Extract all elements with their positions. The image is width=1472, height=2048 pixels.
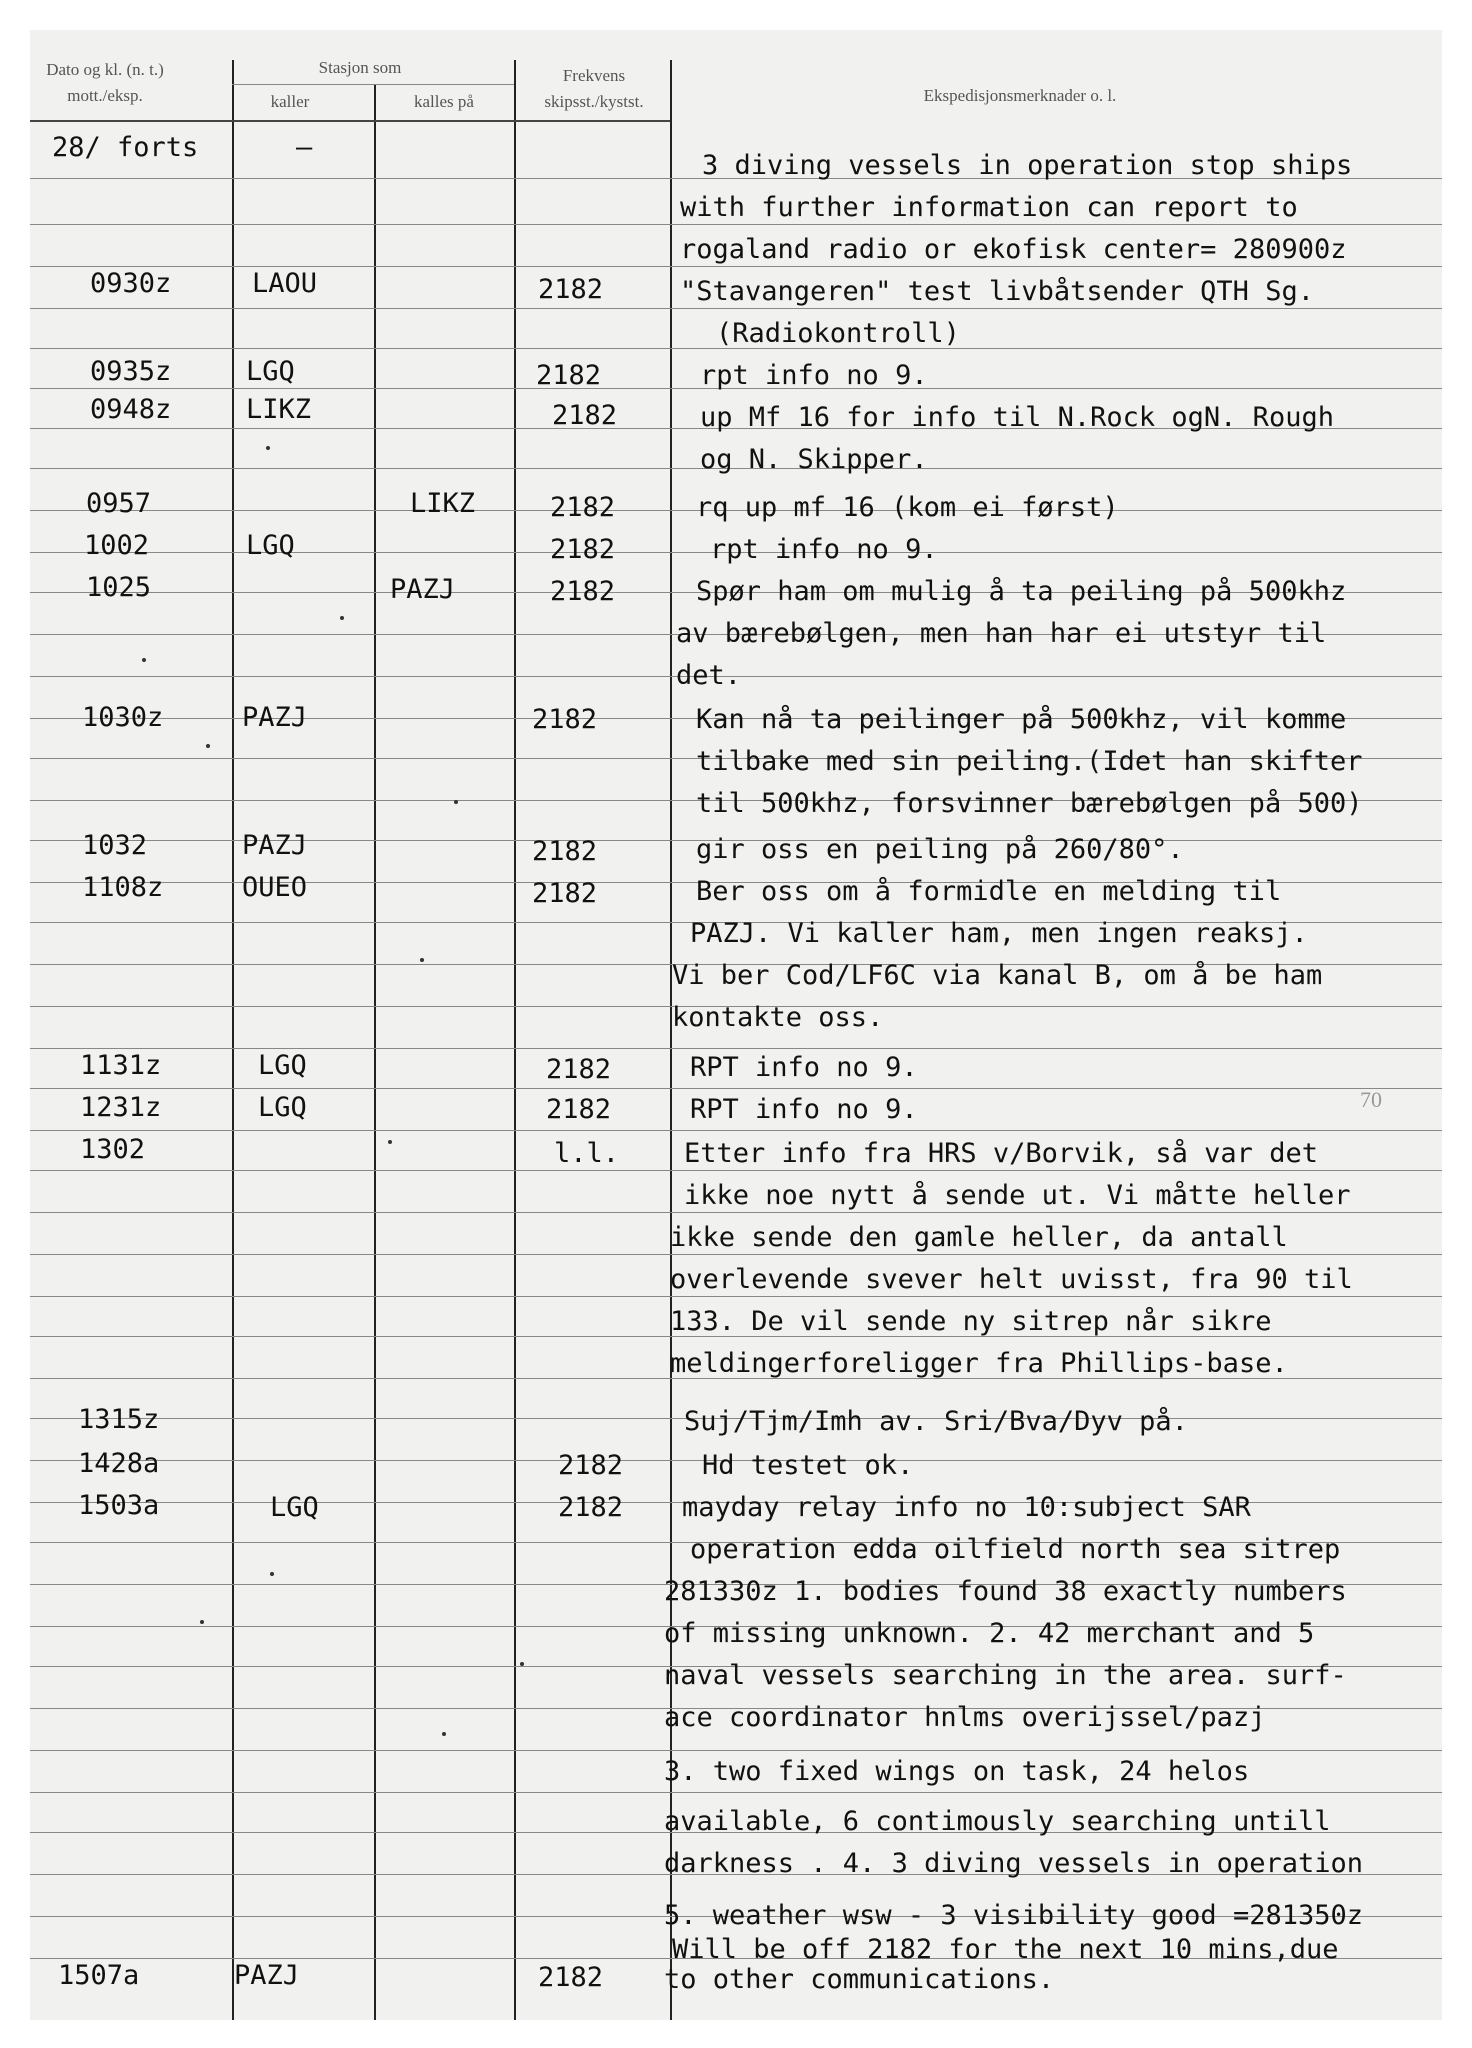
header-remarks-label: Ekspedisjonsmerknader o. l. [923, 86, 1117, 105]
remark-line: rogaland radio or ekofisk center= 280900z [680, 234, 1347, 265]
remark-line: Kan nå ta peilinger på 500khz, vil komme [696, 704, 1347, 735]
entry-time: 1302 [80, 1134, 146, 1165]
remark-line: kontakte oss. [672, 1002, 884, 1033]
header-station-label: Stasjon som [318, 58, 402, 77]
remark-line: meldingerforeligger fra Phillips-base. [670, 1348, 1288, 1379]
header-freq-sub-label: skipsst./kystst. [544, 92, 644, 111]
header-date-sub-label: mott./eksp. [67, 86, 143, 105]
remark-line: rpt info no 9. [710, 534, 938, 565]
remark-line: Spør ham om mulig å ta peiling på 500khz [696, 576, 1347, 607]
entry-freq: 2182 [538, 1962, 604, 1993]
entry-time: 1231z [80, 1092, 162, 1123]
remark-line: of missing unknown. 2. 42 merchant and 5 [664, 1618, 1315, 1649]
stray-mark [340, 616, 344, 620]
entry-calls: PAZJ [234, 1960, 300, 1991]
entry-freq: 2182 [546, 1094, 612, 1125]
remark-line: 281330z 1. bodies found 38 exactly numbers [664, 1576, 1347, 1607]
entry-time: 1428a [78, 1448, 160, 1479]
header-date-label: Dato og kl. (n. t.) [46, 60, 164, 79]
stray-mark [388, 1140, 392, 1144]
remark-line: ikke noe nytt å sende ut. Vi måtte heller [684, 1180, 1351, 1211]
entry-time: 1315z [78, 1404, 160, 1435]
entry-freq: 2182 [546, 1054, 612, 1085]
entry-freq: 2182 [558, 1492, 624, 1523]
entry-freq: 2182 [536, 360, 602, 391]
row-rule [30, 1088, 1442, 1089]
entry-freq: l.l. [554, 1138, 620, 1169]
margin-note: 70 [1360, 1087, 1382, 1112]
entry-called: PAZJ [390, 574, 456, 605]
stray-mark [200, 1620, 204, 1624]
entry-calls: LGQ [246, 356, 295, 387]
entry-calls: LGQ [258, 1050, 307, 1081]
remark-line: with further information can report to [680, 192, 1298, 223]
remark-line: to other communications. [664, 1964, 1055, 1995]
remark-line: operation edda oilfield north sea sitrep [690, 1534, 1341, 1565]
entry-freq: 2182 [532, 836, 598, 867]
remark-line: (Radiokontroll) [716, 318, 960, 349]
row-rule [30, 1048, 1442, 1049]
header-underline [30, 120, 670, 122]
stray-mark [206, 744, 210, 748]
row-rule [30, 1130, 1442, 1131]
remark-line: Hd testet ok. [702, 1450, 914, 1481]
row-rule [30, 308, 1442, 309]
header-freq-label: Frekvens [562, 66, 626, 85]
remark-line: ace coordinator hnlms overijssel/pazj [664, 1702, 1266, 1733]
row-rule [30, 1170, 1442, 1171]
remark-line: 3 diving vessels in operation stop ships [702, 150, 1353, 181]
entry-calls: LIKZ [246, 394, 312, 425]
entry-calls: LGQ [246, 530, 295, 561]
entry-freq: 2182 [558, 1450, 624, 1481]
row-rule [30, 1254, 1442, 1255]
log-sheet [30, 30, 1442, 2020]
stray-mark [270, 1572, 274, 1576]
remark-line: til 500khz, forsvinner bærebølgen på 500) [696, 788, 1363, 819]
remark-line: 5. weather wsw - 3 visibility good =281350z [664, 1900, 1363, 1931]
remark-line: det. [676, 660, 742, 691]
column-rule-3 [514, 60, 516, 2020]
entry-time: 1131z [80, 1050, 162, 1081]
remark-line: 133. De vil sende ny sitrep når sikre [670, 1306, 1272, 1337]
entry-calls: – [296, 132, 313, 163]
remark-line: darkness . 4. 3 diving vessels in operation [664, 1848, 1363, 1879]
header-calls-label: kaller [270, 92, 310, 111]
remark-line: rpt info no 9. [700, 360, 928, 391]
entry-time: 1002 [84, 530, 150, 561]
remark-line: Suj/Tjm/Imh av. Sri/Bva/Dyv på. [684, 1406, 1188, 1437]
header-called-label: kalles på [414, 92, 474, 111]
remark-line: gir oss en peiling på 260/80°. [696, 834, 1184, 865]
stray-mark [142, 658, 146, 662]
remark-line: "Stavangeren" test livbåtsender QTH Sg. [680, 276, 1314, 307]
entry-freq: 2182 [532, 704, 598, 735]
remark-line: tilbake med sin peiling.(Idet han skifter [696, 746, 1363, 777]
column-rule-2 [374, 85, 376, 2020]
entry-called: LIKZ [410, 488, 476, 519]
remark-line: RPT info no 9. [690, 1052, 918, 1083]
remark-line: overlevende svever helt uvisst, fra 90 til [670, 1264, 1353, 1295]
entry-freq: 2182 [532, 878, 598, 909]
stray-mark [442, 1732, 446, 1736]
entry-time: 28/ forts [52, 132, 199, 163]
column-rule-1 [232, 60, 234, 2020]
entry-time: 1032 [82, 830, 148, 861]
remark-line: mayday relay info no 10:subject SAR [682, 1492, 1251, 1523]
remark-line: up Mf 16 for info til N.Rock ogN. Rough [700, 402, 1334, 433]
entry-freq: 2182 [538, 274, 604, 305]
remark-line: naval vessels searching in the area. surf- [664, 1660, 1347, 1691]
entry-calls: LAOU [252, 268, 318, 299]
row-rule [30, 224, 1442, 225]
remark-line: Will be off 2182 for the next 10 mins,due [672, 1934, 1339, 1965]
row-rule [30, 1296, 1442, 1297]
row-rule [30, 1792, 1442, 1793]
entry-time: 1030z [82, 702, 164, 733]
entry-freq: 2182 [550, 492, 616, 523]
entry-calls: LGQ [270, 1492, 319, 1523]
remark-line: Vi ber Cod/LF6C via kanal B, om å be ham [672, 960, 1323, 991]
stray-mark [266, 446, 270, 450]
remark-line: 3. two fixed wings on task, 24 helos [664, 1756, 1250, 1787]
entry-time: 0957 [86, 488, 152, 519]
remark-line: av bærebølgen, men han har ei utstyr til [676, 618, 1327, 649]
entry-time: 1507a [58, 1960, 140, 1991]
remark-line: available, 6 contimously searching untill [664, 1806, 1331, 1837]
remark-line: rq up mf 16 (kom ei først) [696, 492, 1119, 523]
station-header-rule [232, 84, 514, 85]
stray-mark [420, 958, 424, 962]
entry-time: 0935z [90, 356, 172, 387]
row-rule [30, 1750, 1442, 1751]
entry-calls: OUEO [242, 872, 308, 903]
entry-time: 1503a [78, 1490, 160, 1521]
stray-mark [454, 800, 458, 804]
entry-time: 0948z [90, 394, 172, 425]
entry-freq: 2182 [550, 534, 616, 565]
entry-freq: 2182 [552, 400, 618, 431]
remark-line: og N. Skipper. [700, 444, 928, 475]
entry-calls: PAZJ [242, 830, 308, 861]
remark-line: PAZJ. Vi kaller ham, men ingen reaksj. [690, 918, 1308, 949]
entry-time: 1025 [86, 572, 152, 603]
entry-calls: LGQ [258, 1092, 307, 1123]
entry-time: 0930z [90, 268, 172, 299]
remark-line: RPT info no 9. [690, 1094, 918, 1125]
entry-calls: PAZJ [242, 702, 308, 733]
row-rule [30, 1212, 1442, 1213]
entry-freq: 2182 [550, 576, 616, 607]
remark-line: Etter info fra HRS v/Borvik, så var det [684, 1138, 1318, 1169]
remark-line: ikke sende den gamle heller, da antall [670, 1222, 1288, 1253]
entry-time: 1108z [82, 872, 164, 903]
row-rule [30, 266, 1442, 267]
remark-line: Ber oss om å formidle en melding til [696, 876, 1282, 907]
stray-mark [520, 1662, 524, 1666]
